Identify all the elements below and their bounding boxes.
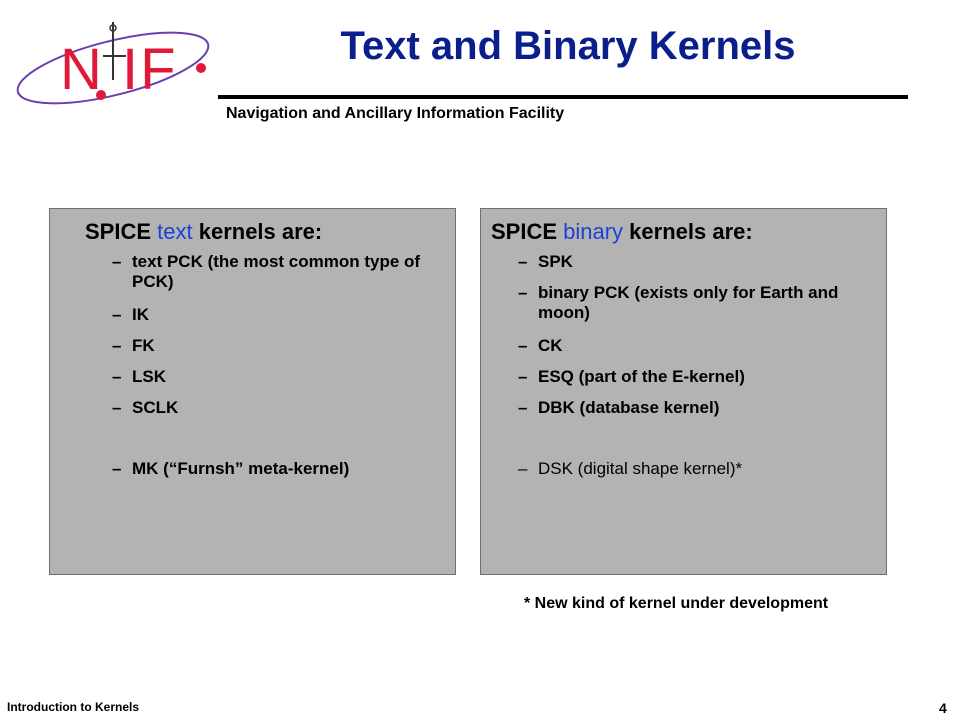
list-dash: – bbox=[112, 305, 122, 324]
list-item-text: FK bbox=[132, 336, 155, 355]
binary-kernels-panel bbox=[480, 208, 887, 575]
list-dash: – bbox=[518, 459, 528, 478]
list-dash: – bbox=[112, 398, 122, 417]
list-item-text: SPK bbox=[538, 252, 573, 271]
text-kernels-panel bbox=[49, 208, 456, 575]
panel-heading bbox=[491, 219, 753, 245]
heading-highlight: text bbox=[157, 219, 193, 244]
list-item-text: SCLK bbox=[132, 398, 179, 417]
list-item bbox=[518, 283, 878, 323]
list-item bbox=[518, 367, 878, 387]
panel-heading bbox=[85, 219, 322, 245]
list-dash: – bbox=[112, 336, 122, 355]
footer-label: Introduction to Kernels bbox=[7, 700, 139, 714]
list-item bbox=[518, 336, 878, 356]
heading-suffix: kernels are: bbox=[192, 219, 323, 244]
list-item-text: IK bbox=[132, 305, 149, 324]
list-item-text: CK bbox=[538, 336, 563, 355]
list-item-text: DBK (database kernel) bbox=[538, 398, 720, 417]
list-dash: – bbox=[518, 336, 528, 355]
list-item-text: ESQ (part of the E-kernel) bbox=[538, 367, 745, 386]
page-subtitle: Navigation and Ancillary Information Facility bbox=[226, 105, 565, 122]
list-dash: – bbox=[112, 459, 122, 478]
list-item-text: DSK (digital shape kernel)* bbox=[538, 459, 743, 478]
list-item-text: MK (“Furnsh” meta-kernel) bbox=[132, 459, 350, 478]
list-item bbox=[112, 305, 452, 325]
list-dash: – bbox=[518, 283, 528, 302]
page-number: 4 bbox=[939, 700, 947, 716]
list-item bbox=[518, 459, 878, 479]
title-divider bbox=[218, 95, 908, 99]
heading-suffix: kernels are: bbox=[623, 219, 753, 244]
list-dash: – bbox=[112, 252, 122, 271]
list-dash: – bbox=[112, 367, 122, 386]
logo-text: N IF bbox=[60, 37, 178, 102]
list-item bbox=[112, 459, 452, 479]
heading-prefix: SPICE bbox=[85, 219, 158, 244]
footnote: * New kind of kernel under development bbox=[524, 595, 829, 612]
list-item bbox=[112, 367, 452, 387]
list-dash: – bbox=[518, 252, 528, 271]
list-dash: – bbox=[518, 398, 528, 417]
list-item-text: LSK bbox=[132, 367, 166, 386]
heading-prefix: SPICE bbox=[491, 219, 564, 244]
list-item bbox=[112, 336, 452, 356]
list-item bbox=[112, 252, 452, 292]
list-dash: – bbox=[518, 367, 528, 386]
list-item bbox=[112, 398, 452, 418]
page-title: Text and Binary Kernels bbox=[340, 24, 796, 68]
naif-logo bbox=[8, 18, 218, 118]
list-item-text: text PCK (the most common type of PCK) bbox=[132, 252, 421, 291]
heading-highlight: binary bbox=[563, 219, 624, 244]
list-item bbox=[518, 398, 878, 418]
list-item bbox=[518, 252, 878, 272]
list-item-text: binary PCK (exists only for Earth and moon) bbox=[538, 283, 839, 322]
